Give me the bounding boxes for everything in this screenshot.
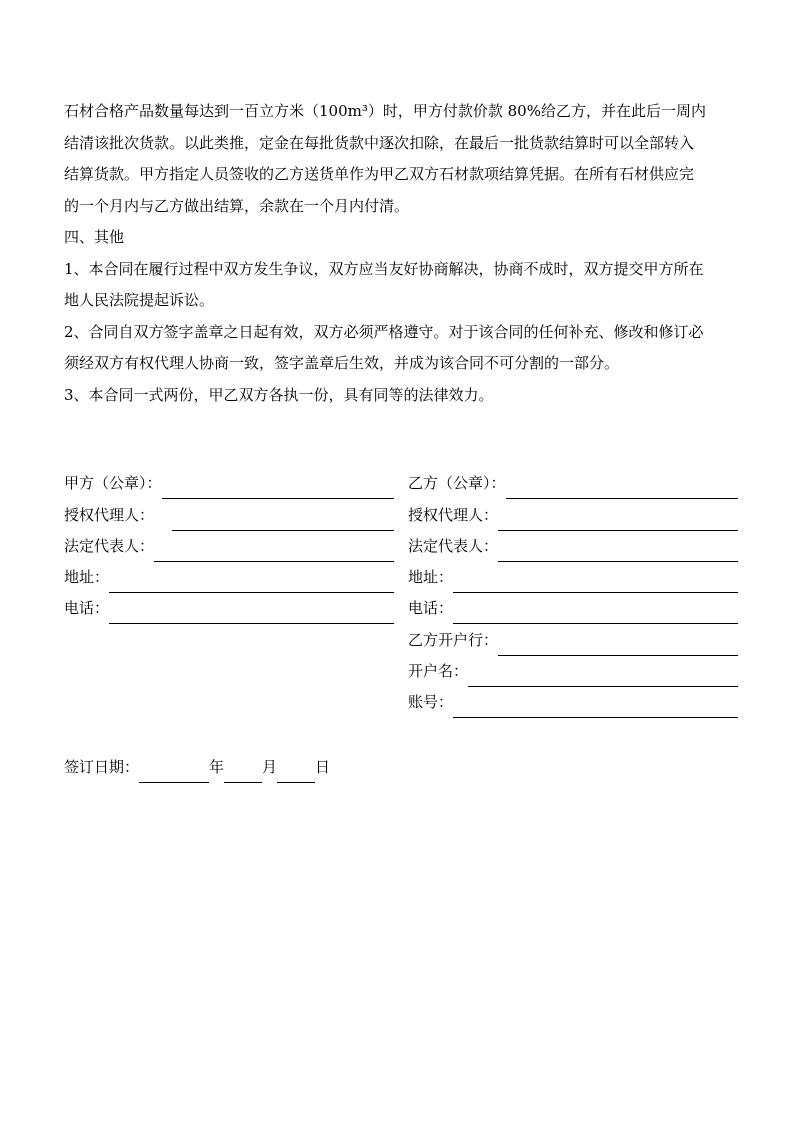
party-a-legal-rep-label: 法定代表人： bbox=[64, 537, 155, 555]
party-b-legal-rep-field bbox=[408, 531, 738, 562]
signing-month-label: 月 bbox=[262, 758, 278, 776]
party-a-agent-field bbox=[64, 500, 394, 531]
party-a-agent-blank[interactable] bbox=[172, 508, 394, 531]
party-b-bank-blank[interactable] bbox=[498, 633, 738, 656]
party-b-account-no-field bbox=[408, 687, 738, 718]
item2-line1: 2、合同自双方签字盖章之日起有效，双方必须严格遵守。对于该合同的任何补充、修改和修订必 bbox=[64, 322, 704, 341]
party-b-bank-field bbox=[408, 625, 738, 656]
para1-line1: 石材合格产品数量每达到一百立方米（100m³）时，甲方付款价款 80%给乙方，并在此后一周内 bbox=[64, 102, 706, 120]
party-a-address-field bbox=[64, 562, 394, 593]
party-b-account-no-blank[interactable] bbox=[453, 695, 738, 718]
para1-line4: 的一个月内与乙方做出结算，余款在一个月内付清。 bbox=[64, 196, 410, 215]
signing-day-label: 日 bbox=[315, 758, 331, 776]
signing-date bbox=[64, 752, 330, 783]
signing-month-blank[interactable] bbox=[224, 760, 262, 783]
party-b-phone-field bbox=[408, 593, 738, 624]
signing-year-blank[interactable] bbox=[139, 760, 209, 783]
item1-line1: 1、本合同在履行过程中双方发生争议，双方应当友好协商解决，协商不成时，双方提交甲方所在 bbox=[64, 259, 704, 278]
party-a-seal-field bbox=[64, 468, 394, 499]
party-a-phone-label: 电话： bbox=[64, 599, 110, 617]
party-a-address-blank[interactable] bbox=[109, 570, 394, 593]
party-b-address-blank[interactable] bbox=[453, 570, 738, 593]
party-a-phone-blank[interactable] bbox=[109, 601, 394, 624]
party-b-bank-label: 乙方开户行： bbox=[408, 631, 499, 649]
party-a-agent-label: 授权代理人： bbox=[64, 506, 155, 524]
party-b-account-name-blank[interactable] bbox=[468, 664, 738, 687]
party-b-seal-label: 乙方（公章）： bbox=[408, 474, 506, 492]
signing-day-blank[interactable] bbox=[277, 760, 315, 783]
item1-line2: 地人民法院提起诉讼。 bbox=[64, 291, 215, 309]
para1-line2: 结清该批次货款。以此类推，定金在每批货款中逐次扣除，在最后一批货款结算时可以全部转入 bbox=[64, 133, 695, 152]
party-a-seal-label: 甲方（公章）： bbox=[64, 474, 162, 492]
party-b-address-field bbox=[408, 562, 738, 593]
signing-date-label: 签订日期： bbox=[64, 758, 140, 776]
party-a-address-label: 地址： bbox=[64, 568, 110, 586]
party-b-legal-rep-label: 法定代表人： bbox=[408, 537, 499, 555]
item2-line2: 须经双方有权代理人协商一致，签字盖章后生效，并成为该合同不可分割的一部分。 bbox=[64, 354, 620, 372]
party-b-seal-field bbox=[408, 468, 738, 499]
party-a-legal-rep-field bbox=[64, 531, 394, 562]
party-b-agent-label: 授权代理人： bbox=[408, 506, 499, 524]
party-b-seal-blank[interactable] bbox=[506, 476, 738, 499]
item3-line1: 3、本合同一式两份，甲乙双方各执一份，具有同等的法律效力。 bbox=[64, 385, 494, 404]
party-b-account-name-label: 开户名： bbox=[408, 662, 469, 680]
party-a-legal-rep-blank[interactable] bbox=[154, 539, 394, 562]
party-b-agent-field bbox=[408, 500, 738, 531]
party-b-agent-blank[interactable] bbox=[498, 508, 738, 531]
party-b-account-name-field bbox=[408, 656, 738, 687]
party-a-phone-field bbox=[64, 593, 394, 624]
party-b-account-no-label: 账号： bbox=[408, 693, 454, 711]
signing-year-label: 年 bbox=[209, 758, 225, 776]
party-b-legal-rep-blank[interactable] bbox=[498, 539, 738, 562]
section4-heading: 四、其他 bbox=[64, 228, 125, 246]
party-a-seal-blank[interactable] bbox=[162, 476, 394, 499]
party-b-address-label: 地址： bbox=[408, 568, 454, 586]
para1-line3: 结算货款。甲方指定人员签收的乙方送货单作为甲乙双方石材款项结算凭据。在所有石材供应完 bbox=[64, 165, 695, 183]
party-b-phone-label: 电话： bbox=[408, 599, 454, 617]
party-b-phone-blank[interactable] bbox=[453, 601, 738, 624]
